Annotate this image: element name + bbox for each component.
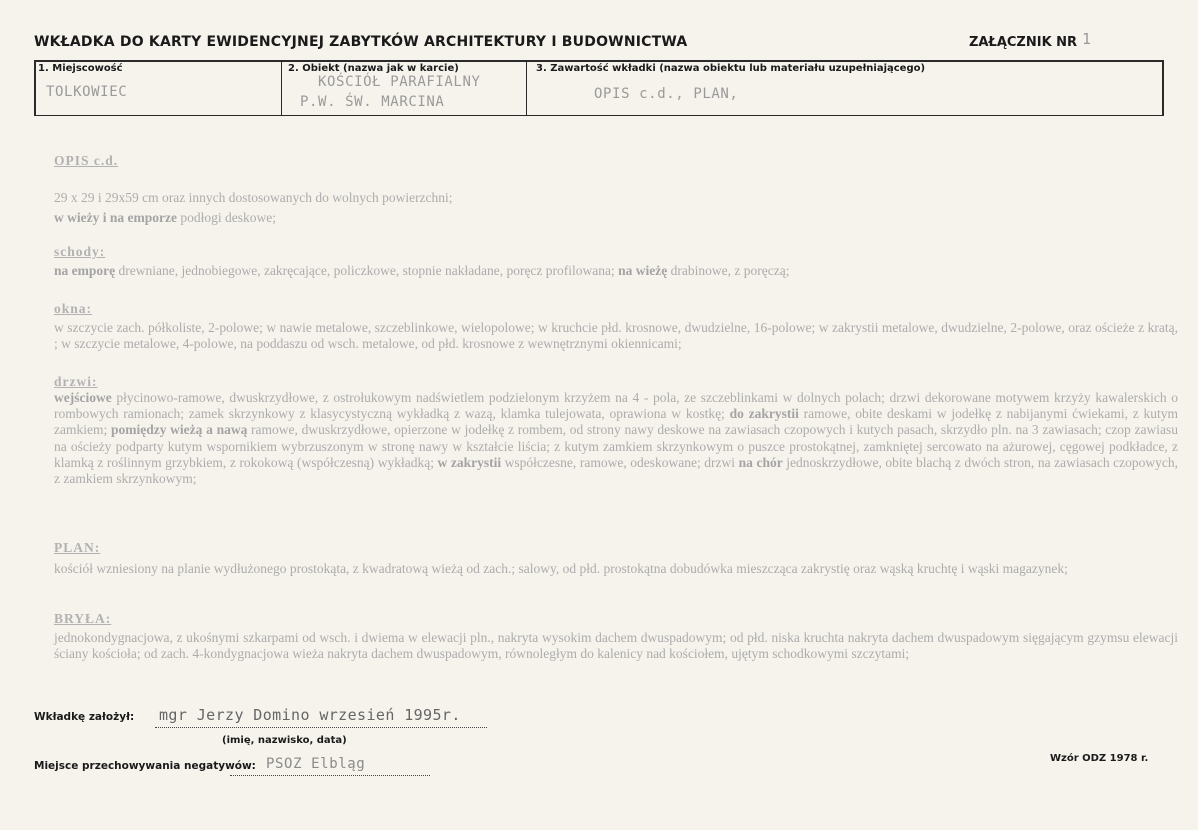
plan-text: kościół wzniesiony na planie wydłużonego prostokąta, z kwadratową wieżą od zach.; salowy, od płd. prostokątna dobudówka mieszcząca zakrystię oraz wąską kruchtę i wąski magazynek; <box>54 561 1068 576</box>
intro-bold: w wieży i na emporze <box>54 210 177 225</box>
doors-bold-5: na chór <box>738 454 783 470</box>
stairs-text-2: drabinowe, z poręczą; <box>667 263 790 278</box>
author-caption: (imię, nazwisko, data) <box>222 735 347 746</box>
stairs-bold-1: na emporę <box>54 263 116 278</box>
locality-label: 1. Miejscowość <box>38 63 123 74</box>
plan-heading: PLAN: <box>54 540 101 555</box>
intro-text: podłogi deskowe; <box>176 210 276 225</box>
form-version-note: Wzór ODZ 1978 r. <box>1050 753 1149 764</box>
author-label: Wkładkę założył: <box>34 711 135 723</box>
column-divider <box>281 62 282 115</box>
storage-field <box>230 755 430 776</box>
doors-text-1: płycinowo-ramowe, dwuskrzydłowe, z ostrołukowym nadświetlem podzielonym krzyżem na 4 - pola, ze szczeblinkami w dolnych polach; drzwi dekorowane motywem krzyży kawalerskich o rombowych ramionach; zamek skrzynkowy z klasycystyczną wykładką z wazą, klamka tulejowata, oprawiona w kostkę; <box>54 390 1178 422</box>
contents-label: 3. Zawartość wkładki (nazwa obiektu lub materiału uzupełniającego) <box>536 63 926 74</box>
stairs-text <box>54 263 1178 279</box>
doors-text-4: współczesne, ramowe, odeskowane; drzwi <box>501 454 739 470</box>
doors-text-3: ramowe, dwuskrzydłowe, opierzone w jodełkę z rombem, od strony nawy deskowe na zawiasach czopowych i kutych pasach, skrzydło pln. na 3 zawiasach; czop zawiasu na ościeży podparty kutym wspornikiem wybrzuszonym w stronę nawy w kształcie liścia; z kutym zamkiem skrzynkowym o puszce prostokątnej, zamkniętej sercowato na ażurowej, cęgowej podkładce, z klamką z roślinnym grzybkiem, z rokokową (współczesną) wykładką; <box>54 422 1178 470</box>
doors-bold-2: do zakrystii <box>729 406 799 422</box>
locality-value: TOLKOWIEC <box>46 84 128 100</box>
form-title: WKŁADKA DO KARTY EWIDENCYJNEJ ZABYTKÓW ARCHITEKTURY I BUDOWNICTWA <box>34 34 688 50</box>
doors-text-5: jednoskrzydłowe, obite blachą z dwóch stron, na zawiasach czopowych, z zamkiem skrzynkowym; <box>54 454 1179 487</box>
stairs-text-1: drewniane, jednobiegowe, zakręcające, policzkowe, stopnie nakładane, poręcz profilowana; <box>115 263 619 278</box>
fields-table <box>34 60 1164 116</box>
object-label: 2. Obiekt (nazwa jak w karcie) <box>288 63 459 74</box>
doors-text <box>54 390 1178 487</box>
contents-value: OPIS c.d., PLAN, <box>594 86 739 102</box>
author-value: mgr Jerzy Domino wrzesień 1995r. <box>159 706 461 724</box>
annex-label: ZAŁĄCZNIK NR <box>969 35 1078 50</box>
doors-bold-3: pomiędzy wieżą a nawą <box>110 422 248 438</box>
windows-text: w szczycie zach. półkoliste, 2-polowe; w nawie metalowe, szczeblinkowe, wielopolowe; w kruchcie płd. krosnowe, dwudzielne, 16-polowe; w zakrystii metalowe, dwudzielne, 2-polowe, oraz ościeże z kratą, ; w szczycie metalowe, 4-polowe, na poddaszu od wsch. metalowe, od płd. krosnowe z wewnętrznymi okiennicami; <box>54 320 1178 352</box>
annex-number: 1 <box>1082 30 1092 48</box>
object-value-line2: P.W. ŚW. MARCINA <box>300 94 445 110</box>
storage-label: Miejsce przechowywania negatywów: <box>34 760 256 772</box>
intro-line2 <box>54 210 1178 226</box>
column-divider <box>526 62 527 115</box>
author-field <box>155 705 487 728</box>
stairs-bold-2: na wieżę <box>618 263 668 278</box>
doors-text-2: ramowe, obite deskami w jodełkę z nabijanymi ćwiekami, z kutym zamkiem; <box>54 406 1178 438</box>
object-value-line1: KOŚCIÓŁ PARAFIALNY <box>318 74 481 90</box>
doors-heading: drzwi: <box>54 374 98 389</box>
doors-bold-4: w zakrystii <box>437 454 502 470</box>
storage-value: PSOZ Elbląg <box>266 756 366 772</box>
doors-bold-1: wejściowe <box>54 390 112 405</box>
windows-heading: okna: <box>54 301 93 316</box>
intro-line1: 29 x 29 i 29x59 cm oraz innych dostosowanych do wolnych powierzchni; <box>54 190 453 205</box>
stairs-heading: schody: <box>54 244 106 259</box>
mass-heading: BRYŁA: <box>54 611 112 626</box>
intro-heading: OPIS c.d. <box>54 153 119 168</box>
mass-text: jednokondygnacjowa, z ukośnymi szkarpami od wsch. i dwiema w elewacji pln., nakryta wysokim dachem dwuspadowym; od płd. niska kruchta nakryta dachem dwuspadowym sięgającym gzymsu elewacji ściany kościoła; od zach. 4-kondygnacjowa wieża nakryta dachem dwuspadowym, równoległym do kalenicy nad kościołem, ujętym schodkowymi szczytami; <box>54 630 1178 662</box>
